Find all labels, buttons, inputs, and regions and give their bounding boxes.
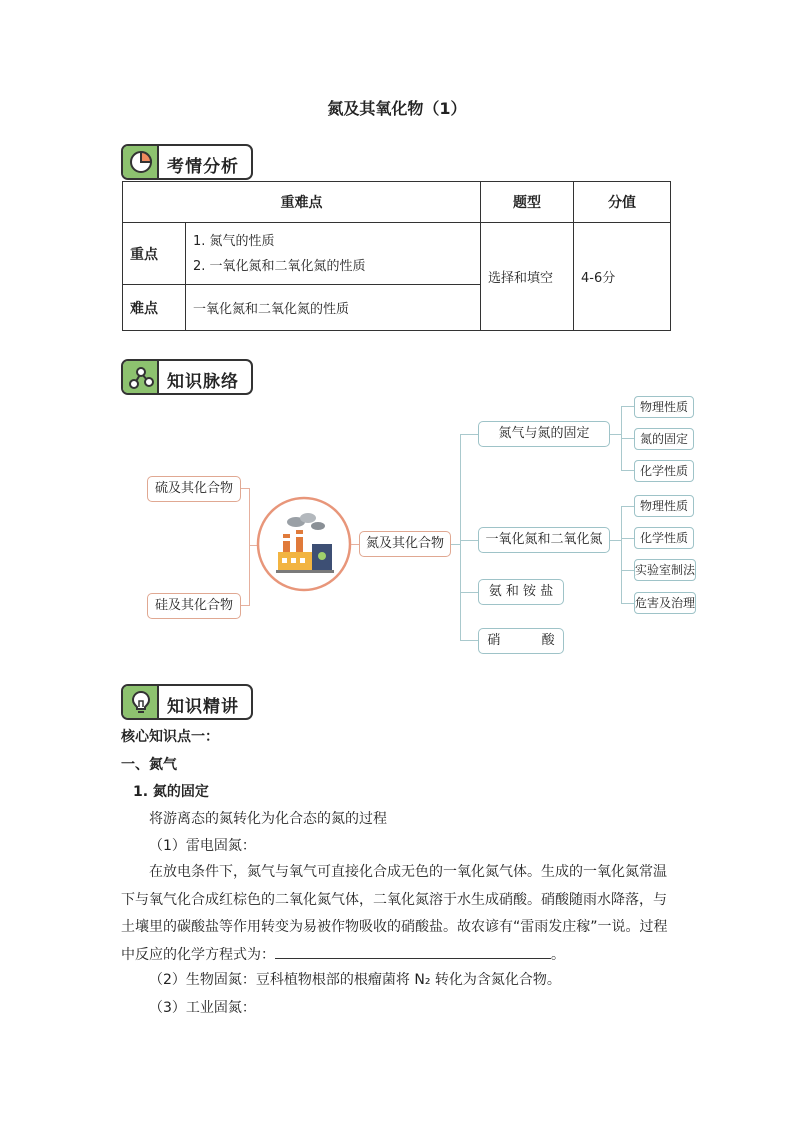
network-icon	[123, 361, 159, 393]
question-type: 选择和填空	[481, 223, 574, 331]
pie-chart-icon	[123, 146, 159, 178]
node-nitrogen-fixation: 氮气与氮的固定	[478, 421, 610, 447]
definition: 将游离态的氮转化为化合态的氮的过程	[149, 811, 387, 827]
score: 4-6分	[574, 223, 671, 331]
node-silicon: 硅及其化合物	[147, 593, 241, 619]
key-label: 重点	[123, 223, 186, 285]
key-items	[186, 223, 481, 285]
node-no-physical: 物理性质	[634, 495, 694, 517]
section-header-exam	[121, 144, 253, 180]
page-title: 氮及其氧化物（1）	[327, 99, 467, 118]
answer-blank[interactable]	[275, 942, 551, 959]
section-header-detail	[121, 684, 253, 720]
header-cell: 题型	[481, 182, 574, 223]
lightning-title: （1）雷电固氮：	[149, 838, 256, 854]
lightbulb-icon	[123, 686, 159, 718]
key-item: 1. 氮气的性质	[193, 233, 275, 249]
section-title: 知识精讲	[167, 697, 239, 717]
node-no-hazard: 危害及治理	[634, 592, 696, 614]
node-nitrogen-compounds: 氮及其化合物	[359, 531, 451, 557]
section-header-map	[121, 359, 253, 395]
node-ammonia: 氨 和 铵 盐	[478, 579, 564, 605]
section-title: 考情分析	[167, 157, 239, 177]
node-no-lab: 实验室制法	[634, 559, 696, 581]
node-n2-chemical: 化学性质	[634, 460, 694, 482]
node-n2-fixation: 氮的固定	[634, 428, 694, 450]
node-n2-physical: 物理性质	[634, 396, 694, 418]
header-cell: 分值	[574, 182, 671, 223]
difficult-label: 难点	[123, 285, 186, 331]
node-no-chemical: 化学性质	[634, 527, 694, 549]
node-sulfur: 硫及其化合物	[147, 476, 241, 502]
core-heading: 核心知识点一：	[121, 729, 219, 745]
section-title: 知识脉络	[167, 372, 239, 392]
industrial-fixation: （3）工业固氮：	[149, 1000, 256, 1016]
key-item: 2. 一氧化氮和二氧化氮的性质	[193, 258, 366, 274]
node-nitric-acid: 硝 酸	[478, 628, 564, 654]
period: 。	[551, 946, 565, 963]
heading-nitrogen: 一、氮气	[121, 757, 177, 773]
exam-table	[122, 181, 671, 331]
header-cell: 重难点	[123, 182, 481, 223]
node-no-no2: 一氧化氮和二氧化氮	[478, 527, 610, 553]
heading-fixation: 1. 氮的固定	[133, 784, 209, 800]
biological-fixation: （2）生物固氮：豆科植物根部的根瘤菌将 N₂ 转化为含氮化合物。	[149, 972, 561, 988]
difficult-item: 一氧化氮和二氧化氮的性质	[186, 285, 481, 331]
lightning-text: 在放电条件下，氮气与氧气可直接化合成无色的一氧化氮气体。生成的一氧化氮常温下与氧气化合成红棕色的二氧化氮气体，二氧化氮溶于水生成硝酸。硝酸随雨水降落，与土壤里的碳酸盐等作用转变为易被作物吸收的硝酸盐。故农谚有“雷雨发庄稼”一说。过程中反应的化学方程式为：	[121, 864, 668, 963]
lightning-body	[121, 859, 677, 969]
factory-icon	[256, 496, 352, 596]
